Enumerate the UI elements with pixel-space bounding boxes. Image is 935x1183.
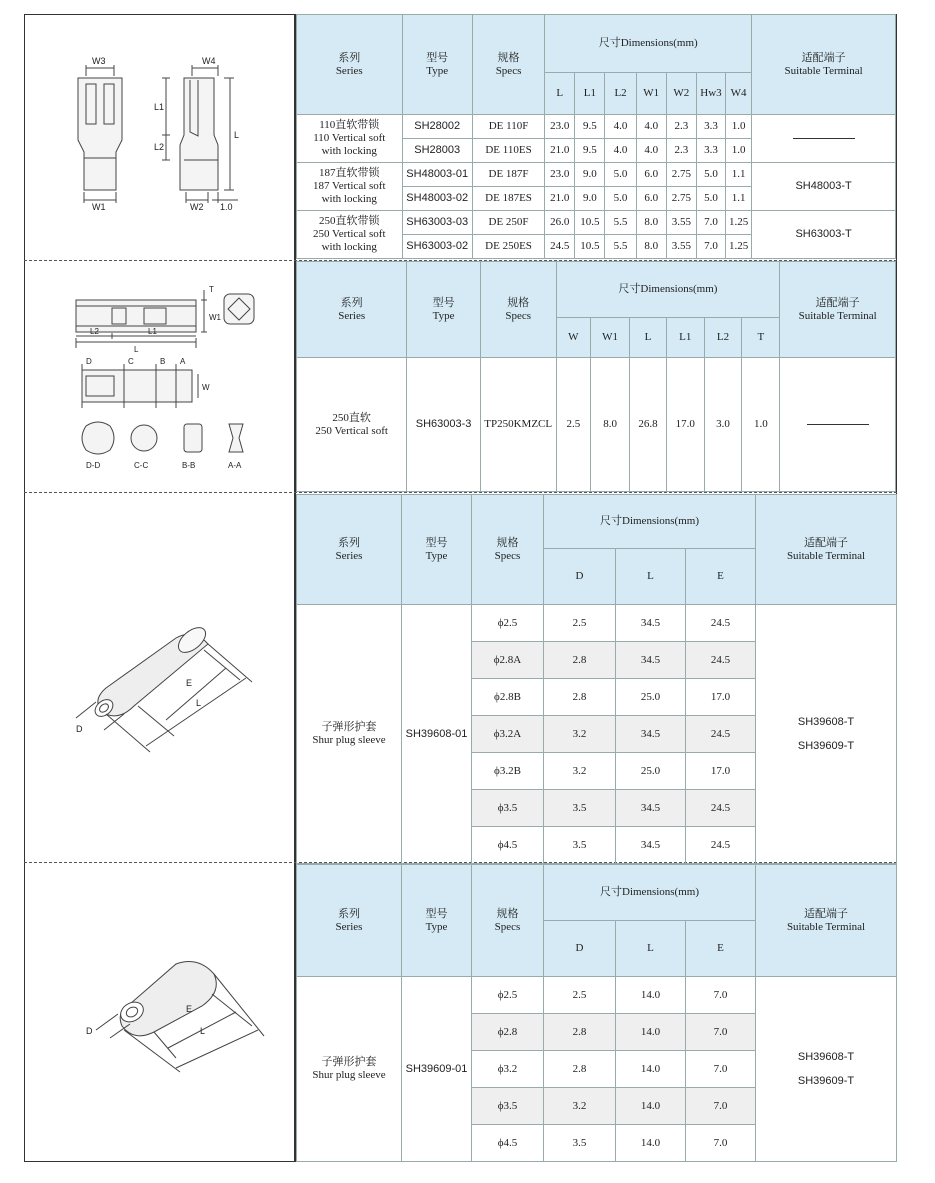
dim-col-l2: L2 <box>704 318 742 358</box>
series-cell: 子弹形护套 Shur plug sleeve <box>297 605 402 864</box>
spec-table-1 <box>296 14 896 259</box>
label-l: L <box>196 698 202 708</box>
dim-cell: 24.5 <box>686 642 756 679</box>
dim-cell: 8.0 <box>636 235 666 259</box>
label-e: E <box>186 1004 193 1014</box>
spec-cell: ϕ3.5 <box>472 790 544 827</box>
header-terminal: 适配端子 Suitable Terminal <box>756 495 897 605</box>
dim-cell: 9.5 <box>575 115 605 139</box>
dim-cell: 10.5 <box>575 211 605 235</box>
header-type: 型号 Type <box>402 15 472 115</box>
spec-cell: DE 187F <box>472 163 544 187</box>
spec-table-3 <box>296 494 897 864</box>
header-dimensions: 尺寸Dimensions(mm) <box>556 262 780 318</box>
dim-cell: 1.1 <box>726 163 752 187</box>
label-a: A <box>180 357 186 366</box>
series-cell: 110直软带锁 110 Vertical soft with locking <box>297 115 403 163</box>
spec-cell: ϕ4.5 <box>472 827 544 864</box>
dim-cell: 25.0 <box>616 753 686 790</box>
dim-cell: 7.0 <box>686 1125 756 1162</box>
header-terminal: 适配端子 Suitable Terminal <box>780 262 896 358</box>
dim-cell: 4.0 <box>605 139 636 163</box>
label-w3: W3 <box>92 56 106 66</box>
series-cell: 250直软带锁 250 Vertical soft with locking <box>297 211 403 259</box>
drawing-shur-plug-sleeve-long <box>26 610 293 770</box>
dim-col-l2: L2 <box>605 73 636 115</box>
dim-cell: 7.0 <box>696 235 725 259</box>
dim-cell: 5.0 <box>605 187 636 211</box>
label-w4: W4 <box>202 56 216 66</box>
dim-cell: 3.3 <box>696 115 725 139</box>
dim-cell: 1.0 <box>742 358 780 492</box>
dim-cell: 2.3 <box>666 115 696 139</box>
spec-cell: ϕ4.5 <box>472 1125 544 1162</box>
dim-cell: 21.0 <box>545 139 575 163</box>
dim-cell: 26.8 <box>630 358 667 492</box>
dim-col-w: W <box>556 318 591 358</box>
dim-cell: 1.25 <box>726 235 752 259</box>
dim-cell: 17.0 <box>686 753 756 790</box>
label-aa: A-A <box>228 461 242 470</box>
dim-cell: 24.5 <box>686 827 756 864</box>
spec-cell: ϕ2.8B <box>472 679 544 716</box>
type-cell: SH63003-03 <box>402 211 472 235</box>
spec-table-2 <box>296 261 896 492</box>
label-l2: L2 <box>90 327 99 336</box>
header-series: 系列 Series <box>297 495 402 605</box>
spec-cell: DE 187ES <box>472 187 544 211</box>
dim-cell: 6.0 <box>636 187 666 211</box>
label-e: E <box>186 678 193 688</box>
label-w1: W1 <box>209 313 221 322</box>
dim-col-w1: W1 <box>591 318 630 358</box>
label-dd: D-D <box>86 461 101 470</box>
dim-cell: 34.5 <box>616 790 686 827</box>
label-bb: B-B <box>182 461 196 470</box>
label-d: D <box>76 724 83 734</box>
label-l: L <box>234 130 240 140</box>
dim-cell: 8.0 <box>591 358 630 492</box>
section-separator-2 <box>24 492 897 493</box>
dim-cell: 2.75 <box>666 187 696 211</box>
dim-cell: 2.8 <box>544 679 616 716</box>
dim-cell: 5.0 <box>696 163 725 187</box>
dim-cell: 4.0 <box>636 139 666 163</box>
dim-cell: 7.0 <box>686 977 756 1014</box>
dim-col-hw3: Hw3 <box>696 73 725 115</box>
label-d: D <box>86 357 92 366</box>
label-w: W <box>202 383 210 392</box>
dim-cell: 24.5 <box>545 235 575 259</box>
dim-cell: 34.5 <box>616 827 686 864</box>
dim-cell: 17.0 <box>686 679 756 716</box>
dim-cell: 9.5 <box>575 139 605 163</box>
type-cell: SH28003 <box>402 139 472 163</box>
dim-cell: 26.0 <box>545 211 575 235</box>
dim-cell: 7.0 <box>686 1051 756 1088</box>
drawing-250-vertical-soft <box>26 278 293 478</box>
spec-cell: ϕ3.2B <box>472 753 544 790</box>
dim-cell: 2.5 <box>544 605 616 642</box>
dim-cell: 7.0 <box>686 1088 756 1125</box>
dim-col-l: L <box>616 921 686 977</box>
dim-cell: 6.0 <box>636 163 666 187</box>
label-l: L <box>134 345 139 354</box>
dim-cell: 34.5 <box>616 605 686 642</box>
dim-col-t: T <box>742 318 780 358</box>
drawing-110-187-250-locking <box>26 40 293 240</box>
dim-col-w2: W2 <box>666 73 696 115</box>
header-dimensions: 尺寸Dimensions(mm) <box>544 495 756 549</box>
terminal-cell: SH63003-T <box>752 211 896 259</box>
spec-cell: ϕ2.8A <box>472 642 544 679</box>
terminal-cell: SH39608-T SH39609-T <box>756 977 897 1162</box>
dim-cell: 25.0 <box>616 679 686 716</box>
label-1-0: 1.0 <box>220 202 233 212</box>
dim-cell: 2.3 <box>666 139 696 163</box>
table-row <box>297 977 897 1014</box>
dim-cell: 2.5 <box>556 358 591 492</box>
dim-cell: 4.0 <box>605 115 636 139</box>
dim-cell: 34.5 <box>616 642 686 679</box>
header-series: 系列 Series <box>297 15 403 115</box>
dim-cell: 14.0 <box>616 1014 686 1051</box>
dim-cell: 1.0 <box>726 115 752 139</box>
spec-cell: DE 250F <box>472 211 544 235</box>
series-cell: 250直软 250 Vertical soft <box>297 358 407 492</box>
series-cell: 子弹形护套 Shur plug sleeve <box>297 977 402 1162</box>
dim-cell: 3.0 <box>704 358 742 492</box>
dim-cell: 8.0 <box>636 211 666 235</box>
table-row <box>297 115 896 139</box>
header-terminal: 适配端子 Suitable Terminal <box>756 865 897 977</box>
header-terminal: 适配端子 Suitable Terminal <box>752 15 896 115</box>
table-row <box>297 605 897 642</box>
dim-cell: 1.25 <box>726 211 752 235</box>
dim-cell: 14.0 <box>616 1088 686 1125</box>
header-dimensions: 尺寸Dimensions(mm) <box>544 865 756 921</box>
dim-cell: 7.0 <box>686 1014 756 1051</box>
dim-cell: 2.5 <box>544 977 616 1014</box>
table-row <box>297 358 896 492</box>
drawing-shur-plug-sleeve-short <box>26 950 293 1090</box>
dim-cell: 24.5 <box>686 605 756 642</box>
type-cell: SH63003-02 <box>402 235 472 259</box>
dim-cell: 21.0 <box>545 187 575 211</box>
spec-cell: DE 110F <box>472 115 544 139</box>
dim-cell: 9.0 <box>575 187 605 211</box>
dim-cell: 2.8 <box>544 642 616 679</box>
header-specs: 规格 Specs <box>472 865 544 977</box>
type-cell: SH63003-3 <box>407 358 481 492</box>
spec-cell: ϕ2.8 <box>472 1014 544 1051</box>
spec-cell: ϕ3.2 <box>472 1051 544 1088</box>
header-type: 型号 Type <box>402 865 472 977</box>
dim-col-e: E <box>686 549 756 605</box>
empty-rule <box>793 138 855 139</box>
dim-cell: 2.75 <box>666 163 696 187</box>
header-specs: 规格 Specs <box>472 15 544 115</box>
dim-cell: 9.0 <box>575 163 605 187</box>
header-dimensions: 尺寸Dimensions(mm) <box>545 15 752 73</box>
label-l1: L1 <box>154 102 165 112</box>
dim-col-d: D <box>544 921 616 977</box>
dim-cell: 3.5 <box>544 827 616 864</box>
dim-cell: 17.0 <box>666 358 704 492</box>
header-specs: 规格 Specs <box>480 262 556 358</box>
header-series: 系列 Series <box>297 865 402 977</box>
dim-col-l: L <box>630 318 667 358</box>
terminal-cell: SH48003-T <box>752 163 896 211</box>
dim-col-l: L <box>616 549 686 605</box>
type-cell: SH39608-01 <box>402 605 472 864</box>
label-l: L <box>200 1026 206 1036</box>
dim-cell: 24.5 <box>686 716 756 753</box>
dim-cell: 3.3 <box>696 139 725 163</box>
dim-cell: 14.0 <box>616 1125 686 1162</box>
dim-cell: 3.2 <box>544 753 616 790</box>
dim-cell: 4.0 <box>636 115 666 139</box>
dim-cell: 3.55 <box>666 235 696 259</box>
label-t: T <box>209 285 214 294</box>
header-specs: 规格 Specs <box>472 495 544 605</box>
dim-cell: 1.1 <box>726 187 752 211</box>
dim-col-l1: L1 <box>575 73 605 115</box>
dim-cell: 14.0 <box>616 977 686 1014</box>
dim-cell: 3.2 <box>544 716 616 753</box>
dim-cell: 5.0 <box>605 163 636 187</box>
label-cc: C-C <box>134 461 149 470</box>
dim-cell: 10.5 <box>575 235 605 259</box>
dim-cell: 7.0 <box>696 211 725 235</box>
terminal-none <box>780 358 896 492</box>
spec-cell: TP250KMZCL <box>480 358 556 492</box>
dim-cell: 34.5 <box>616 716 686 753</box>
type-cell: SH28002 <box>402 115 472 139</box>
header-series: 系列 Series <box>297 262 407 358</box>
dim-cell: 14.0 <box>616 1051 686 1088</box>
label-d: D <box>86 1026 93 1036</box>
label-c: C <box>128 357 134 366</box>
dim-cell: 3.5 <box>544 790 616 827</box>
dim-cell: 24.5 <box>686 790 756 827</box>
header-type: 型号 Type <box>402 495 472 605</box>
label-l2: L2 <box>154 142 165 152</box>
dim-cell: 3.2 <box>544 1088 616 1125</box>
spec-cell: DE 250ES <box>472 235 544 259</box>
label-b: B <box>160 357 166 366</box>
spec-cell: ϕ3.5 <box>472 1088 544 1125</box>
dim-col-l1: L1 <box>666 318 704 358</box>
label-l1: L1 <box>148 327 157 336</box>
label-w1: W1 <box>92 202 106 212</box>
dim-col-l: L <box>545 73 575 115</box>
dim-cell: 23.0 <box>545 115 575 139</box>
dim-cell: 23.0 <box>545 163 575 187</box>
dim-cell: 3.5 <box>544 1125 616 1162</box>
dim-cell: 1.0 <box>726 139 752 163</box>
terminal-none <box>752 115 896 163</box>
terminal-cell: SH39608-T SH39609-T <box>756 605 897 864</box>
dim-cell: 2.8 <box>544 1014 616 1051</box>
dim-cell: 3.55 <box>666 211 696 235</box>
spec-cell: DE 110ES <box>472 139 544 163</box>
dim-cell: 5.5 <box>605 235 636 259</box>
dim-col-e: E <box>686 921 756 977</box>
empty-rule <box>807 424 869 425</box>
dim-cell: 5.0 <box>696 187 725 211</box>
spec-cell: ϕ2.5 <box>472 605 544 642</box>
table-row <box>297 211 896 235</box>
series-cell: 187直软带锁 187 Vertical soft with locking <box>297 163 403 211</box>
table-row <box>297 163 896 187</box>
dim-col-d: D <box>544 549 616 605</box>
header-type: 型号 Type <box>407 262 481 358</box>
spec-cell: ϕ2.5 <box>472 977 544 1014</box>
spec-cell: ϕ3.2A <box>472 716 544 753</box>
dim-cell: 2.8 <box>544 1051 616 1088</box>
type-cell: SH48003-02 <box>402 187 472 211</box>
dim-col-w1: W1 <box>636 73 666 115</box>
dim-cell: 5.5 <box>605 211 636 235</box>
type-cell: SH48003-01 <box>402 163 472 187</box>
dim-col-w4: W4 <box>726 73 752 115</box>
spec-table-4 <box>296 864 897 1162</box>
type-cell: SH39609-01 <box>402 977 472 1162</box>
label-w2: W2 <box>190 202 204 212</box>
